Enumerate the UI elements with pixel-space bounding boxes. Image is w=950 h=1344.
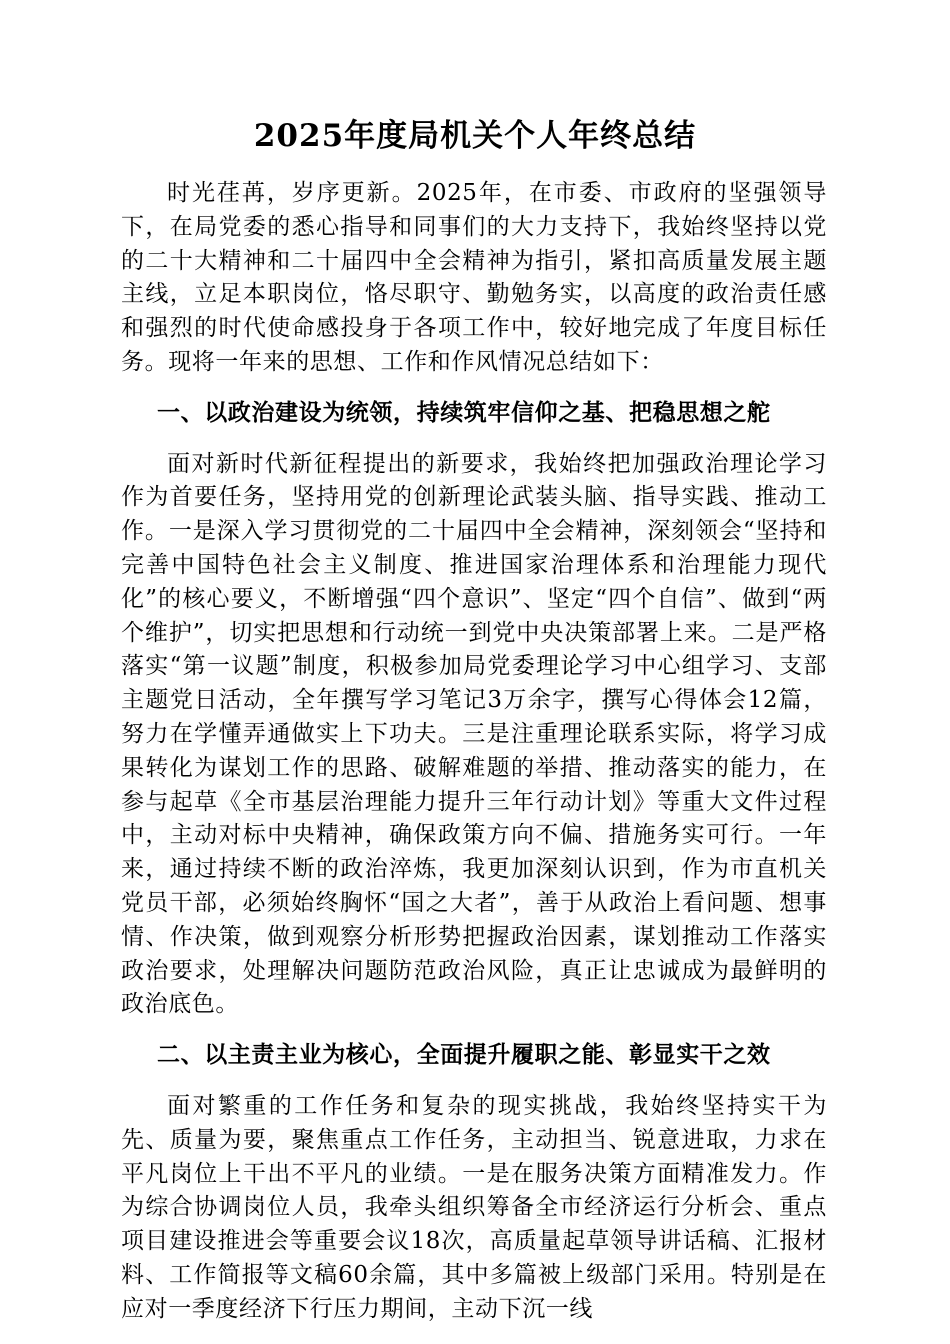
section-heading-1: 一、以政治建设为统领，持续筑牢信仰之基、把稳思想之舵 <box>157 398 771 426</box>
spacer <box>121 380 827 396</box>
document-body <box>121 177 827 1327</box>
section-body-2: 面对繁重的工作任务和复杂的现实挑战，我始终坚持实干为先、质量为要，聚焦重点工作任务，主动担当、锐意进取，力求在平凡岗位上干出不平凡的业绩。一是在服务决策方面精准发力。作为综合协调岗位人员，我牵头组织筹备全市经济运行分析会、重点项目建设推进会等重要会议18次，高质量起草领导讲话稿、汇报材料、工作简报等文稿60余篇，其中多篇被上级部门采用。特别是在应对一季度经济下行压力期间，主动下沉一线 <box>121 1092 827 1322</box>
intro-paragraph: 时光荏苒，岁序更新。2025年，在市委、市政府的坚强领导下，在局党委的悉心指导和同事们的大力支持下，我始终坚持以党的二十大精神和二十届四中全会精神为指引，紧扣高质量发展主题主线，立足本职岗位，恪尽职守、勤勉务实，以高度的政治责任感和强烈的时代使命感投身于各项工作中，较好地完成了年度目标任务。现将一年来的思想、工作和作风情况总结如下： <box>121 180 827 375</box>
document-title: 2025年度局机关个人年终总结 <box>253 118 697 154</box>
spacer <box>121 430 827 448</box>
section-body-1: 面对新时代新征程提出的新要求，我始终把加强政治理论学习作为首要任务，坚持用党的创新理论武装头脑、指导实践、推动工作。一是深入学习贯彻党的二十届四中全会精神，深刻领会“坚持和完善中国特色社会主义制度、推进国家治理体系和治理能力现代化”的核心要义，不断增强“四个意识”、坚定“四个自信”、做到“两个维护”，切实把思想和行动统一到党中央决策部署上来。二是严格落实“第一议题”制度，积极参加局党委理论学习中心组学习、支部主题党日活动，全年撰写学习笔记3万余字，撰写心得体会12篇，努力在学懂弄通做实上下功夫。三是注重理论联系实际，将学习成果转化为谋划工作的思路、破解难题的举措、推动落实的能力，在参与起草《全市基层治理能力提升三年行动计划》等重大文件过程中，主动对标中央精神，确保政策方向不偏、措施务实可行。一年来，通过持续不断的政治淬炼，我更加深刻认识到，作为市直机关党员干部，必须始终胸怀“国之大者”，善于从政治上看问题、想事情、作决策，做到观察分析形势把握政治因素，谋划推动工作落实政治要求，处理解决问题防范政治风险，真正让忠诚成为最鲜明的政治底色。 <box>121 450 827 1018</box>
section-heading-2: 二、以主责主业为核心，全面提升履职之能、彰显实干之效 <box>157 1041 771 1069</box>
spacer <box>121 1022 827 1038</box>
spacer <box>121 1072 827 1090</box>
